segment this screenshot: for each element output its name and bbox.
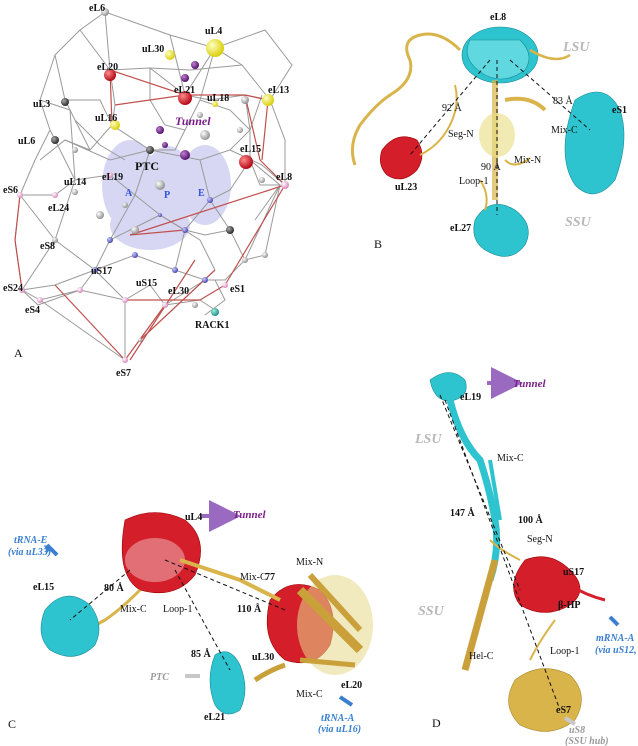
label-eL21: eL21 [174, 85, 196, 96]
panel-d-structure [414, 373, 637, 746]
label-eL19: eL19 [102, 172, 124, 183]
label-eS1-b: eS1 [612, 105, 627, 116]
dist-90: 90 Å [481, 162, 501, 173]
motif-bhp-d: β-HP [558, 600, 581, 611]
label-PTC: PTC [135, 159, 159, 173]
label-uS17: uS17 [91, 266, 113, 277]
label-eL8: eL8 [276, 172, 293, 183]
dist-85: 85 Å [191, 649, 211, 660]
panel-a-network [3, 3, 292, 379]
motif-seg-n-d: Seg-N [527, 534, 553, 545]
label-us8: uS8 [569, 725, 586, 736]
label-uL4: uL4 [205, 26, 223, 37]
label-trna-e: tRNA-E [14, 535, 48, 546]
label-eL27-b: eL27 [450, 223, 472, 234]
panel-b-structure [352, 12, 627, 256]
site-P: P [164, 190, 171, 201]
dist-77: 77 [265, 572, 275, 583]
label-eL20-c: eL20 [341, 680, 363, 691]
label-uL16: uL16 [95, 113, 118, 124]
label-eL19-d: eL19 [460, 392, 482, 403]
panel-label-a: A [14, 346, 23, 360]
motif-mix-c-d: Mix-C [497, 453, 524, 464]
motif-mix-c-c3: Mix-C [296, 689, 323, 700]
label-eL15: eL15 [240, 144, 262, 155]
label-uL4-c: uL4 [185, 512, 203, 523]
panel-label-c: C [8, 717, 17, 731]
label-lsu-d: LSU [415, 432, 442, 447]
label-mrna: mRNA-A [596, 633, 635, 644]
eL15-structure [41, 596, 99, 656]
panel-label-d: D [432, 716, 441, 730]
label-eL6: eL6 [89, 3, 106, 14]
dist-110: 110 Å [237, 604, 262, 615]
motif-loop1-b: Loop-1 [459, 176, 489, 187]
dist-92: 92 Å [442, 103, 462, 114]
label-ssu-d: SSU [418, 604, 444, 619]
label-trna-a: tRNA-A [321, 713, 355, 724]
dist-80: 80 Å [104, 583, 124, 594]
eL27-structure [474, 204, 529, 256]
label-ptc-c: PTC [150, 672, 169, 683]
label-uL23-b: uL23 [395, 182, 418, 193]
label-uS15: uS15 [136, 278, 158, 289]
site-A: A [125, 188, 133, 199]
label-lsu-b: LSU [563, 40, 590, 55]
label-uL6: uL6 [18, 136, 36, 147]
panel-c-structure [8, 509, 373, 735]
label-eL21-c: eL21 [204, 712, 226, 723]
label-ssu-b: SSU [565, 215, 591, 230]
label-eL13: eL13 [268, 85, 290, 96]
motif-mix-c-c1: Mix-C [240, 572, 267, 583]
label-us8-hub: (SSU hub) [565, 736, 609, 746]
label-uL18: uL18 [207, 93, 230, 104]
label-tunnel-d: Tunnel [513, 378, 546, 390]
label-mrna-via: (via uS12, [595, 645, 637, 656]
motif-loop1-c: Loop-1 [163, 604, 193, 615]
label-uL14: uL14 [64, 177, 87, 188]
label-uL30: uL30 [142, 44, 165, 55]
motif-seg-n-b: Seg-N [448, 129, 474, 140]
label-eS7: eS7 [116, 368, 131, 379]
motif-mix-n-c: Mix-N [296, 557, 324, 568]
dist-100: 100 Å [518, 515, 543, 526]
dist-83: 83 Å [553, 96, 573, 107]
motif-mix-c-c2: Mix-C [120, 604, 147, 615]
label-uS17-d: uS17 [563, 567, 585, 578]
label-eS1: eS1 [230, 284, 245, 295]
label-uL30-c: uL30 [252, 652, 275, 663]
label-eL30: eL30 [168, 286, 190, 297]
motif-mix-c-b: Mix-C [551, 125, 578, 136]
eL21-structure [210, 652, 245, 714]
panel-label-b: B [374, 237, 383, 251]
label-uL3: uL3 [33, 99, 51, 110]
label-eL24: eL24 [48, 203, 70, 214]
label-eS6: eS6 [3, 185, 18, 196]
label-eL8-b: eL8 [490, 12, 507, 23]
site-E: E [198, 188, 205, 199]
motif-loop1-d: Loop-1 [550, 646, 580, 657]
label-eL15-c: eL15 [33, 582, 55, 593]
motif-mix-n-b: Mix-N [514, 155, 542, 166]
label-eS24: eS24 [3, 283, 23, 294]
label-tunnel-a: Tunnel [175, 114, 211, 128]
label-trna-e-via: (via uL33) [8, 547, 52, 558]
dist-147: 147 Å [450, 508, 475, 519]
motif-hel-c-d: Hel-C [469, 651, 494, 662]
uL23-structure [380, 137, 422, 179]
label-eS7-d: eS7 [556, 705, 571, 716]
label-trna-a-via: (via uL16) [318, 724, 362, 735]
label-eS8: eS8 [40, 241, 55, 252]
label-eS4: eS4 [25, 305, 40, 316]
label-tunnel-c: Tunnel [233, 509, 266, 521]
label-RACK1: RACK1 [195, 320, 230, 331]
label-eL20: eL20 [97, 62, 119, 73]
